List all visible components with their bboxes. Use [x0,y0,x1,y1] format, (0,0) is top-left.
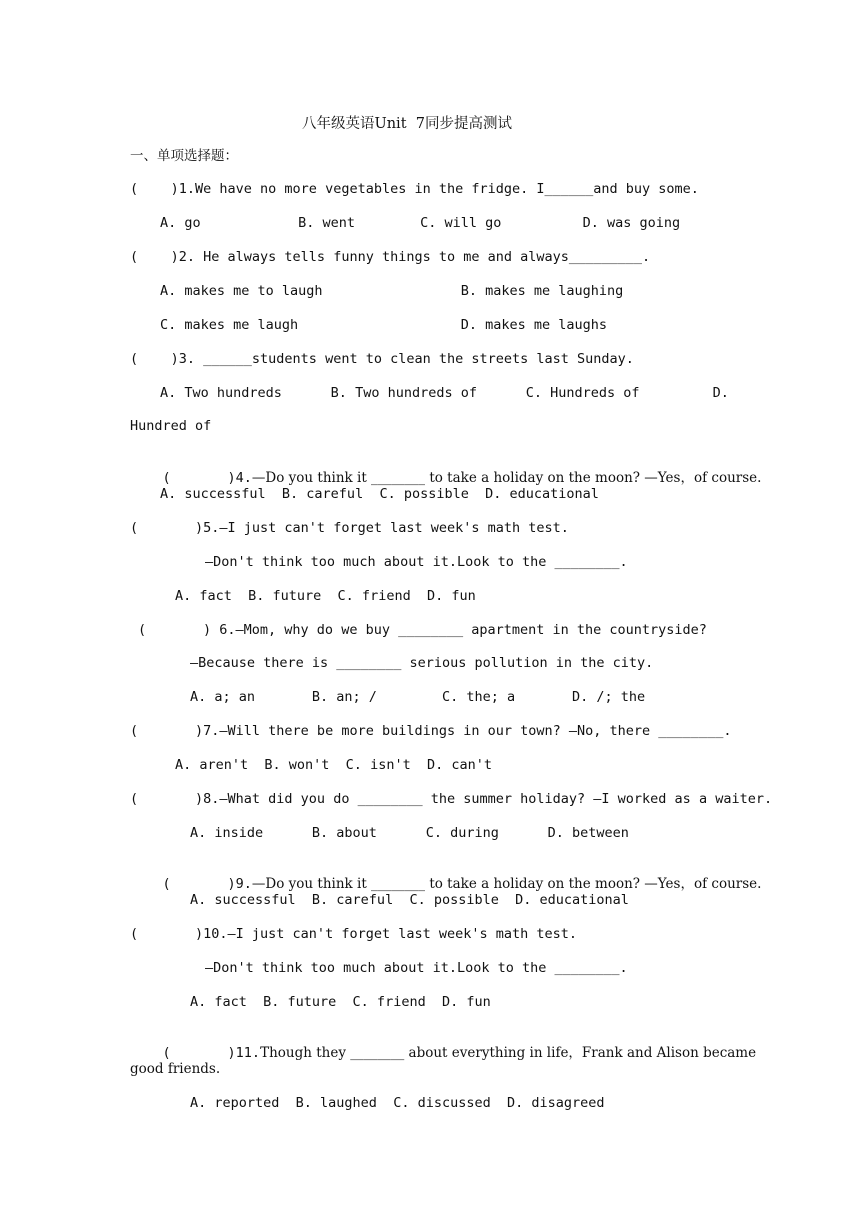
question-8-options: A. inside B. about C. during D. between [190,825,629,841]
question-10: ( )10.—I just can't forget last week's math test. [130,926,578,942]
question-10-options: A. fact B. future C. friend D. fun [190,994,491,1010]
question-2: ( )2. He always tells funny things to me and always_________. [130,249,651,265]
question-9-number: ( )9. [162,876,252,892]
question-7: ( )7.—Will there be more buildings in our town? —No, there ________. [130,723,732,739]
question-5-options: A. fact B. future C. friend D. fun [175,588,476,604]
question-11-options: A. reported B. laughed C. discussed D. disagreed [190,1095,605,1111]
question-6-options: A. a; an B. an; / C. the; a D. /; the [190,689,646,705]
question-5-reply: —Don't think too much about it.Look to the ________. [205,554,628,570]
question-1: ( )1.We have no more vegetables in the fridge. I______and buy some. [130,181,699,197]
question-5: ( )5.—I just can't forget last week's math test. [130,520,569,536]
question-11-number: ( )11. [162,1045,261,1061]
section-heading: 一、单项选择题： [130,148,238,164]
question-4-text: —Do you think it ________ to take a holiday on the moon? —Yes，of course. [251,470,762,486]
question-4-options: A. successful B. careful C. possible D. educational [160,486,599,502]
question-6-reply: —Because there is ________ serious pollution in the city. [190,655,654,671]
question-3: ( )3. ______students went to clean the streets last Sunday. [130,351,634,367]
question-2-options-ab: A. makes me to laugh B. makes me laughing [160,283,624,299]
question-11 [130,1026,756,1080]
question-11-text: Though they ________ about everything in life，Frank and Alison became [260,1045,757,1061]
page-title: 八年级英语Unit 7同步提高测试 [302,116,512,132]
question-4-number: ( )4. [162,470,252,486]
question-8: ( )8.—What did you do ________ the summer holiday? —I worked as a waiter. [130,791,773,807]
question-3-options-continued: Hundred of [130,418,212,434]
question-3-options: A. Two hundreds B. Two hundreds of C. Hundreds of D. [160,385,729,401]
question-7-options: A. aren't B. won't C. isn't D. can't [175,757,492,773]
question-11-continued: good friends. [130,1061,221,1077]
question-9-options: A. successful B. careful C. possible D. educational [190,892,629,908]
question-1-options: A. go B. went C. will go D. was going [160,215,681,231]
question-9-text: —Do you think it ________ to take a holiday on the moon? —Yes，of course. [251,876,762,892]
question-2-options-cd: C. makes me laugh D. makes me laughs [160,317,608,333]
question-6: ( ) 6.—Mom, why do we buy ________ apartment in the countryside? [138,622,707,638]
question-10-reply: —Don't think too much about it.Look to the ________. [205,960,628,976]
